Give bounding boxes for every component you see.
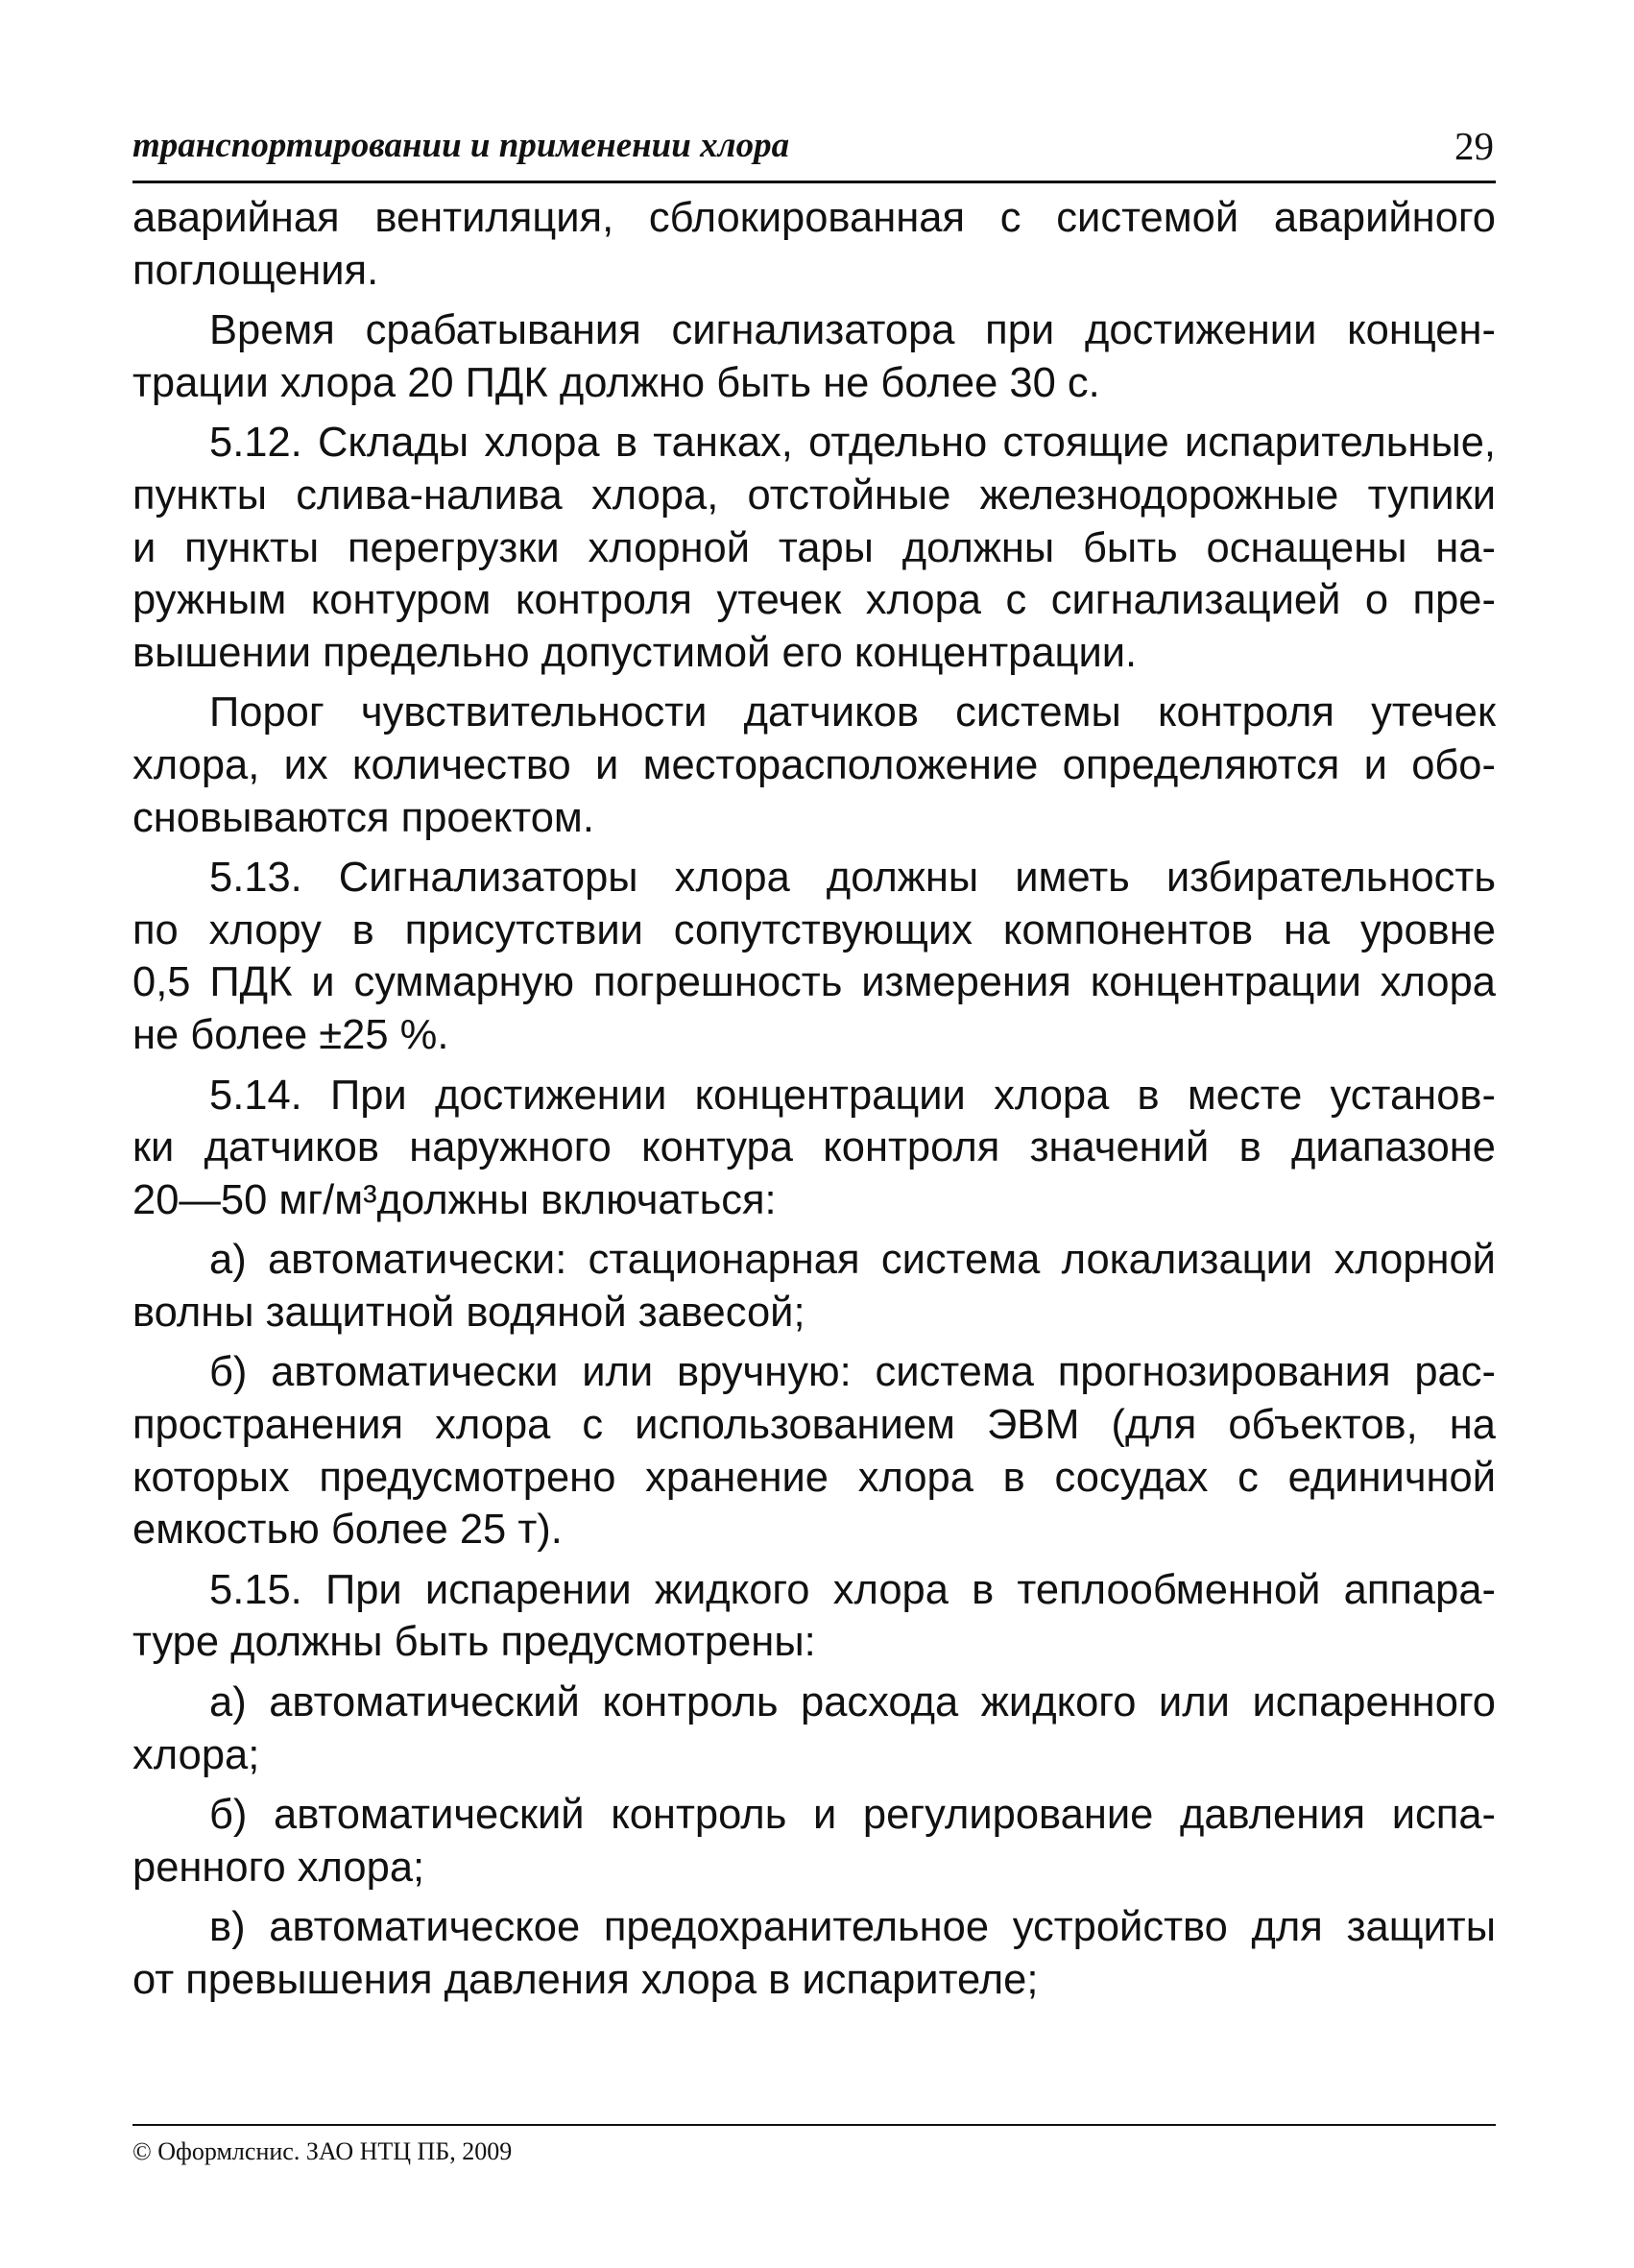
footer-copyright: © Оформлснис. ЗАО НТЦ ПБ, 2009 bbox=[132, 2137, 513, 2165]
text-line: от превышения давления хлора в испарителе; bbox=[132, 1957, 1039, 2003]
text-line: а) автоматически: стационарная система локализации хлорной bbox=[209, 1237, 1496, 1284]
paragraph bbox=[132, 1070, 1496, 1227]
paragraph bbox=[132, 1677, 1496, 1781]
text-line: волны защитной водяной завесой; bbox=[132, 1289, 805, 1336]
text-line: поглощения. bbox=[132, 247, 379, 294]
paragraph bbox=[132, 687, 1496, 844]
text-line: которых предусмотрено хранение хлора в сосудах с единичной bbox=[132, 1454, 1496, 1501]
text-line: 5.15. При испарении жидкого хлора в теплообменной аппара- bbox=[209, 1566, 1496, 1613]
text-line: б) автоматический контроль и регулирование давления испа- bbox=[209, 1792, 1496, 1839]
text-line: туре должны быть предусмотрены: bbox=[132, 1619, 816, 1666]
text-line: ренного хлора; bbox=[132, 1844, 425, 1891]
text-line: 5.13. Сигнализаторы хлора должны иметь избирательность bbox=[209, 855, 1496, 902]
text-line: а) автоматический контроль расхода жидкого или испаренного bbox=[209, 1679, 1496, 1726]
text-line: Порог чувствительности датчиков системы контроля утечек bbox=[209, 689, 1496, 736]
text-line: сновываются проектом. bbox=[132, 794, 594, 841]
text-line: хлора; bbox=[132, 1731, 260, 1778]
paragraph bbox=[132, 304, 1496, 409]
text-line: и пункты перегрузки хлорной тары должны быть оснащены на- bbox=[132, 524, 1496, 571]
text-line: 0,5 ПДК и суммарную погрешность измерения концентрации хлора bbox=[132, 959, 1496, 1006]
text-line: в) автоматическое предохранительное устройство для защиты bbox=[209, 1904, 1496, 1951]
text-line: не более ±25 %. bbox=[132, 1011, 449, 1058]
text-line: 5.12. Склады хлора в танках, отдельно стоящие испарительные, bbox=[209, 420, 1496, 467]
text-line: Время срабатывания сигнализатора при достижении концен- bbox=[209, 307, 1496, 354]
header-title: транспортировании и применении хлора bbox=[132, 126, 790, 165]
paragraph bbox=[132, 1346, 1496, 1556]
text-line: хлора, их количество и месторасположение определяются и обо- bbox=[132, 741, 1496, 788]
paragraph bbox=[132, 1901, 1496, 2006]
running-header bbox=[132, 119, 1496, 183]
footer-divider bbox=[132, 2124, 1496, 2126]
paragraph bbox=[132, 1234, 1496, 1339]
text-line: вышении предельно допустимой его концентрации. bbox=[132, 629, 1138, 676]
text-line: 20—50 мг/м³должны включаться: bbox=[132, 1176, 777, 1223]
body-text bbox=[132, 192, 1496, 2015]
text-line: емкостью более 25 т). bbox=[132, 1507, 563, 1554]
paragraph bbox=[132, 1564, 1496, 1669]
text-line: по хлору в присутствии сопутствующих компонентов на уровне bbox=[132, 906, 1496, 953]
paragraph bbox=[132, 852, 1496, 1061]
text-line: ки датчиков наружного контура контроля значений в диапазоне bbox=[132, 1124, 1496, 1171]
paragraph bbox=[132, 1789, 1496, 1894]
text-line: пункты слива-налива хлора, отстойные железнодорожные тупики bbox=[132, 471, 1496, 519]
paragraph bbox=[132, 417, 1496, 679]
text-line: трации хлора 20 ПДК должно быть не более 30 с. bbox=[132, 359, 1100, 406]
paragraph bbox=[132, 192, 1496, 297]
text-line: 5.14. При достижении концентрации хлора в месте установ- bbox=[209, 1072, 1496, 1119]
text-line: пространения хлора с использованием ЭВМ (для объектов, на bbox=[132, 1402, 1496, 1449]
text-line: б) автоматически или вручную: система прогнозирования рас- bbox=[209, 1349, 1496, 1396]
text-line: ружным контуром контроля утечек хлора с сигнализацией о пре- bbox=[132, 577, 1496, 624]
text-line: аварийная вентиляция, сблокированная с системой аварийного bbox=[132, 195, 1496, 241]
page-number: 29 bbox=[1454, 124, 1494, 168]
